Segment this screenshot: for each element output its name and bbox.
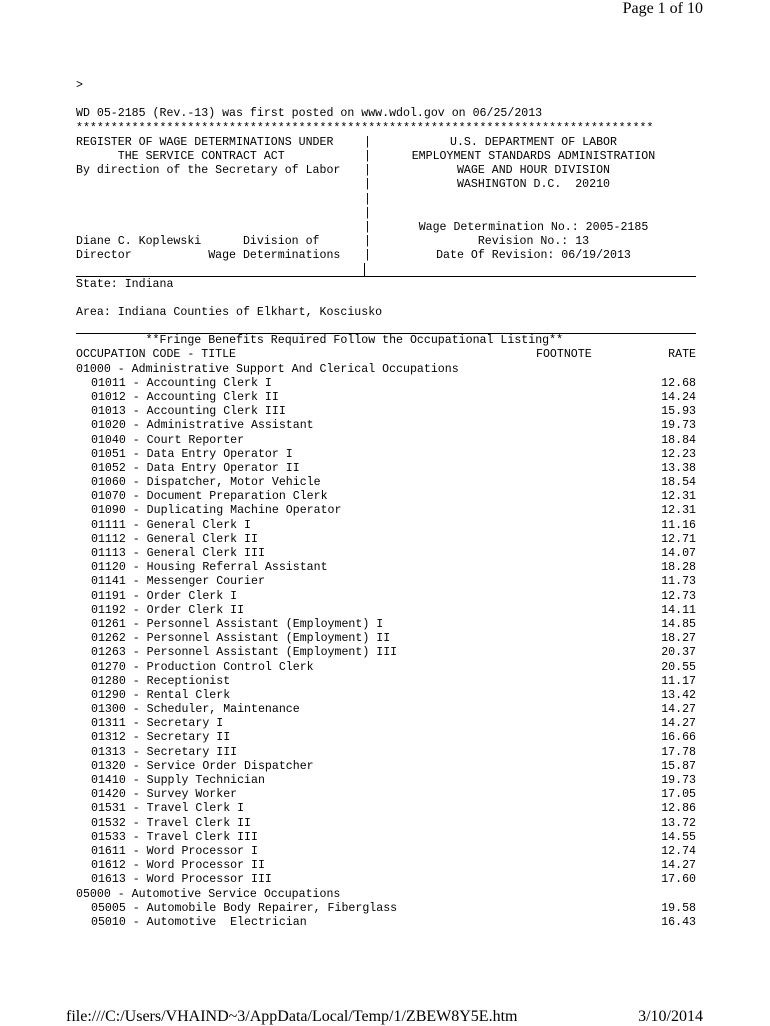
occupation-title: 01312 - Secretary II: [91, 731, 231, 745]
occupation-row: [76, 504, 696, 518]
occupation-row: [76, 632, 696, 646]
occupation-rate: 18.27: [661, 632, 696, 646]
occupation-footnote: [536, 760, 646, 774]
star-rule: ***********************************************************************************: [76, 121, 654, 135]
occupation-title: 01320 - Service Order Dispatcher: [91, 759, 314, 773]
occupation-footnote: [536, 817, 646, 831]
occupation-rate: 18.28: [661, 561, 696, 575]
occupation-row: [76, 873, 696, 887]
occupation-title: 01052 - Data Entry Operator II: [91, 461, 300, 475]
header-row: [76, 164, 696, 178]
occupation-row: [76, 590, 696, 604]
occupation-row: [76, 575, 696, 589]
page-number: Page 1 of 10: [622, 0, 703, 17]
header-right-text: Date Of Revision: 06/19/2013: [436, 249, 631, 263]
occupation-rate: 14.55: [661, 830, 696, 844]
occupation-rate: 11.16: [661, 518, 696, 532]
header-right-text: Revision No.: 13: [477, 235, 590, 249]
occupation-rate: 14.85: [661, 617, 696, 631]
occupation-footnote: [536, 448, 646, 462]
column-separator: |: [364, 164, 371, 178]
column-separator: |: [364, 192, 371, 206]
occupation-row: [76, 774, 696, 788]
occupation-row: [76, 618, 696, 632]
occupation-row: [76, 419, 696, 433]
occupation-rate: 20.37: [661, 646, 696, 660]
column-separator: |: [364, 206, 371, 220]
column-separator: |: [364, 149, 371, 163]
occupation-footnote: [536, 405, 646, 419]
occupation-rate: 15.87: [661, 759, 696, 773]
header-left-text: [76, 178, 364, 192]
occupation-footnote: [536, 746, 646, 760]
header-left-text: [76, 193, 364, 207]
occupation-title: 01410 - Supply Technician: [91, 774, 265, 787]
occupation-footnote: [536, 845, 646, 859]
occupation-rate: 12.23: [661, 447, 696, 461]
header-right-text: WASHINGTON D.C. 20210: [456, 178, 611, 192]
occupation-row: [76, 391, 696, 405]
occupation-row: [76, 802, 696, 816]
occupation-footnote: [536, 717, 646, 731]
header-right-text: EMPLOYMENT STANDARDS ADMINISTRATION: [411, 149, 656, 163]
occupation-row: [76, 533, 696, 547]
prompt-marker: >: [76, 79, 83, 92]
occupation-rate: 17.05: [661, 788, 696, 802]
occupation-footnote: [536, 661, 646, 675]
occupation-footnote: [536, 476, 646, 490]
occupation-rate: 18.84: [661, 433, 696, 447]
occupation-footnote: [536, 859, 646, 873]
area-divider: [76, 320, 696, 334]
occupation-footnote: [536, 575, 646, 589]
occupation-title: 01111 - General Clerk I: [91, 518, 252, 532]
occupation-footnote: [536, 377, 646, 391]
fringe-note: **Fringe Benefits Required Follow the Occupational Listing**: [145, 334, 564, 348]
occupation-rate: 12.31: [661, 504, 696, 518]
occupation-title: 01040 - Court Reporter: [91, 433, 245, 447]
register-header: [76, 136, 696, 264]
occupation-footnote: [536, 689, 646, 703]
occupation-title: 01192 - Order Clerk II: [91, 603, 245, 617]
print-date: 3/10/2014: [638, 1008, 703, 1025]
header-row: [76, 150, 696, 164]
occupation-rate: 20.55: [661, 660, 696, 674]
occupation-rate: 12.74: [661, 844, 696, 858]
occupation-row: [76, 547, 696, 561]
occupation-title: 05010 - Automotive Electrician: [91, 915, 307, 929]
state-line: State: Indiana: [76, 277, 174, 291]
occupation-title: 01532 - Travel Clerk II: [91, 816, 252, 830]
occupation-title: 01613 - Word Processor III: [91, 873, 272, 887]
occupation-footnote: [536, 533, 646, 547]
occupation-rate: 14.11: [661, 603, 696, 617]
occupation-row: [76, 703, 696, 717]
occupation-title: 01263 - Personnel Assistant (Employment) III: [91, 646, 398, 660]
header-row: [76, 178, 696, 192]
occupation-row: [76, 476, 696, 490]
occupation-rate: 19.73: [661, 774, 696, 787]
occupation-rate: 12.86: [661, 802, 696, 816]
occupation-title: 01051 - Data Entry Operator I: [91, 447, 293, 461]
occupation-footnote: [536, 646, 646, 660]
occupation-title: 01013 - Accounting Clerk III: [91, 405, 286, 419]
occupation-row: [76, 405, 696, 419]
occupation-footnote: [536, 632, 646, 646]
occupation-title: 01112 - General Clerk II: [91, 532, 258, 546]
occupation-rate: 14.07: [661, 547, 696, 560]
occupation-rate: 16.43: [661, 915, 696, 929]
occupation-rate: 17.78: [661, 745, 696, 759]
header-right-text: Wage Determination No.: 2005-2185: [418, 220, 649, 234]
occupation-footnote: [536, 675, 646, 689]
occupation-row: [76, 661, 696, 675]
occupation-row: [76, 746, 696, 760]
occupation-rate: 17.60: [661, 873, 696, 887]
occupation-footnote: [536, 547, 646, 561]
occupation-footnote: [536, 788, 646, 802]
occupation-title: 01113 - General Clerk III: [91, 547, 265, 560]
header-left-text: THE SERVICE CONTRACT ACT: [76, 149, 285, 163]
occupation-row: [76, 902, 696, 916]
occupation-title: 01012 - Accounting Clerk II: [91, 390, 279, 404]
occupation-rate: 11.73: [661, 575, 696, 589]
occupation-row: [76, 604, 696, 618]
occupation-footnote: [536, 902, 646, 916]
occupation-title: 01311 - Secretary I: [91, 717, 224, 731]
occupation-title: 01612 - Word Processor II: [91, 859, 265, 873]
occupation-footnote: [536, 504, 646, 518]
occupation-row: [76, 462, 696, 476]
occupation-footnote: [536, 604, 646, 618]
occupation-footnote: [536, 774, 646, 788]
occupation-rate: 14.27: [661, 859, 696, 873]
occupation-footnote: [536, 873, 646, 887]
occupation-title: 01141 - Messenger Courier: [91, 575, 265, 589]
header-right-text: WAGE AND HOUR DIVISION: [456, 164, 611, 178]
header-row: [76, 221, 696, 235]
column-separator: |: [364, 220, 371, 234]
header-left-text: [76, 207, 364, 221]
occupation-rate: 14.27: [661, 703, 696, 717]
occupation-footnote: [536, 831, 646, 845]
column-separator: |: [364, 235, 371, 249]
header-right-text: [371, 207, 696, 221]
occupation-footnote: [536, 490, 646, 504]
occupation-title: 05005 - Automobile Body Repairer, Fiberglass: [91, 901, 398, 915]
occupation-title: 01290 - Rental Clerk: [91, 688, 231, 702]
occupation-footnote: [536, 462, 646, 476]
occupation-rate: 19.73: [661, 419, 696, 433]
header-divider: [76, 263, 696, 277]
occupation-rate: 12.31: [661, 490, 696, 504]
occupation-row: [76, 519, 696, 533]
occupation-column-header: OCCUPATION CODE - TITLE: [76, 348, 237, 362]
occupation-footnote: [536, 703, 646, 717]
occupation-title: 01313 - Secretary III: [91, 745, 238, 759]
occupation-row: [76, 831, 696, 845]
occupation-row: [76, 377, 696, 391]
occupation-group-title: 05000 - Automotive Service Occupations: [76, 887, 341, 901]
occupation-title: 01262 - Personnel Assistant (Employment) II: [91, 632, 391, 646]
occupation-row: [76, 760, 696, 774]
occupation-rate: 16.66: [661, 731, 696, 745]
column-headers: [76, 348, 696, 362]
header-left-text: By direction of the Secretary of Labor: [76, 164, 341, 178]
column-separator: |: [364, 249, 371, 263]
occupation-rate: 13.72: [661, 816, 696, 830]
occupation-title: 01280 - Receptionist: [91, 674, 231, 688]
occupation-title: 01261 - Personnel Assistant (Employment) I: [91, 617, 384, 631]
column-separator: |: [364, 135, 371, 149]
occupation-row: [76, 817, 696, 831]
occupation-rate: 14.24: [661, 390, 696, 404]
occupation-rate: 13.38: [661, 461, 696, 475]
occupation-title: 01090 - Duplicating Machine Operator: [91, 504, 342, 518]
occupation-title: 01531 - Travel Clerk I: [91, 802, 245, 816]
occupation-row: [76, 689, 696, 703]
header-right-text: [371, 193, 696, 207]
rate-column-header: RATE: [668, 348, 696, 362]
occupation-footnote: [536, 916, 646, 930]
header-left-text: Director Wage Determinations: [76, 249, 341, 263]
header-right-text: U.S. DEPARTMENT OF LABOR: [449, 135, 617, 149]
occupation-title: 01191 - Order Clerk I: [91, 589, 238, 603]
occupation-rate: 19.58: [661, 901, 696, 915]
occupation-title: 01611 - Word Processor I: [91, 844, 258, 858]
occupation-rate: 11.17: [661, 674, 696, 688]
occupation-row: [76, 845, 696, 859]
footnote-column-header: FOOTNOTE: [536, 348, 592, 362]
occupation-rate: 12.68: [661, 376, 696, 390]
wage-determination-document: [76, 79, 696, 930]
occupation-row: [76, 448, 696, 462]
occupation-title: 01060 - Dispatcher, Motor Vehicle: [91, 476, 321, 490]
occupation-row: [76, 646, 696, 660]
occupation-title: 01070 - Document Preparation Clerk: [91, 490, 328, 504]
header-left-text: Diane C. Koplewski Division of: [76, 235, 320, 249]
header-row: [76, 235, 696, 249]
occupation-rate: 18.54: [661, 476, 696, 490]
occupation-footnote: [536, 434, 646, 448]
occupation-rate: 12.71: [661, 532, 696, 546]
occupation-title: 01120 - Housing Referral Assistant: [91, 561, 328, 575]
occupation-title: 01300 - Scheduler, Maintenance: [91, 703, 300, 717]
header-row: [76, 193, 696, 207]
occupation-row: [76, 731, 696, 745]
occupation-footnote: [536, 590, 646, 604]
occupation-list: [76, 363, 696, 931]
header-row: [76, 249, 696, 263]
occupation-title: 01020 - Administrative Assistant: [91, 419, 314, 433]
header-row: [76, 136, 696, 150]
column-separator: |: [364, 178, 371, 192]
occupation-row: [76, 788, 696, 802]
occupation-row: [76, 859, 696, 873]
occupation-footnote: [536, 561, 646, 575]
occupation-footnote: [536, 391, 646, 405]
occupation-row: [76, 717, 696, 731]
occupation-row: [76, 916, 696, 930]
occupation-title: 01420 - Survey Worker: [91, 788, 238, 802]
occupation-group-title: 01000 - Administrative Support And Clerical Occupations: [76, 362, 459, 376]
occupation-footnote: [536, 419, 646, 433]
occupation-title: 01011 - Accounting Clerk I: [91, 376, 272, 390]
occupation-row: [76, 561, 696, 575]
occupation-row: [76, 490, 696, 504]
file-path: file:///C:/Users/VHAIND~3/AppData/Local/Temp/1/ZBEW8Y5E.htm: [66, 1008, 518, 1025]
header-row: [76, 207, 696, 221]
occupation-footnote: [536, 519, 646, 533]
occupation-rate: 12.73: [661, 589, 696, 603]
occupation-footnote: [536, 618, 646, 632]
occupation-rate: 14.27: [661, 717, 696, 731]
occupation-footnote: [536, 731, 646, 745]
occupation-title: 01270 - Production Control Clerk: [91, 660, 314, 674]
occupation-rate: 15.93: [661, 405, 696, 419]
occupation-title: 01533 - Travel Clerk III: [91, 830, 258, 844]
occupation-row: [76, 434, 696, 448]
header-left-text: REGISTER OF WAGE DETERMINATIONS UNDER: [76, 135, 334, 149]
posted-line: WD 05-2185 (Rev.-13) was first posted on www.wdol.gov on 06/25/2013: [76, 107, 543, 121]
occupation-footnote: [536, 802, 646, 816]
occupation-rate: 13.42: [661, 688, 696, 702]
occupation-row: [76, 675, 696, 689]
area-line: Area: Indiana Counties of Elkhart, Kosciusko: [76, 306, 383, 319]
header-left-text: [76, 221, 364, 235]
